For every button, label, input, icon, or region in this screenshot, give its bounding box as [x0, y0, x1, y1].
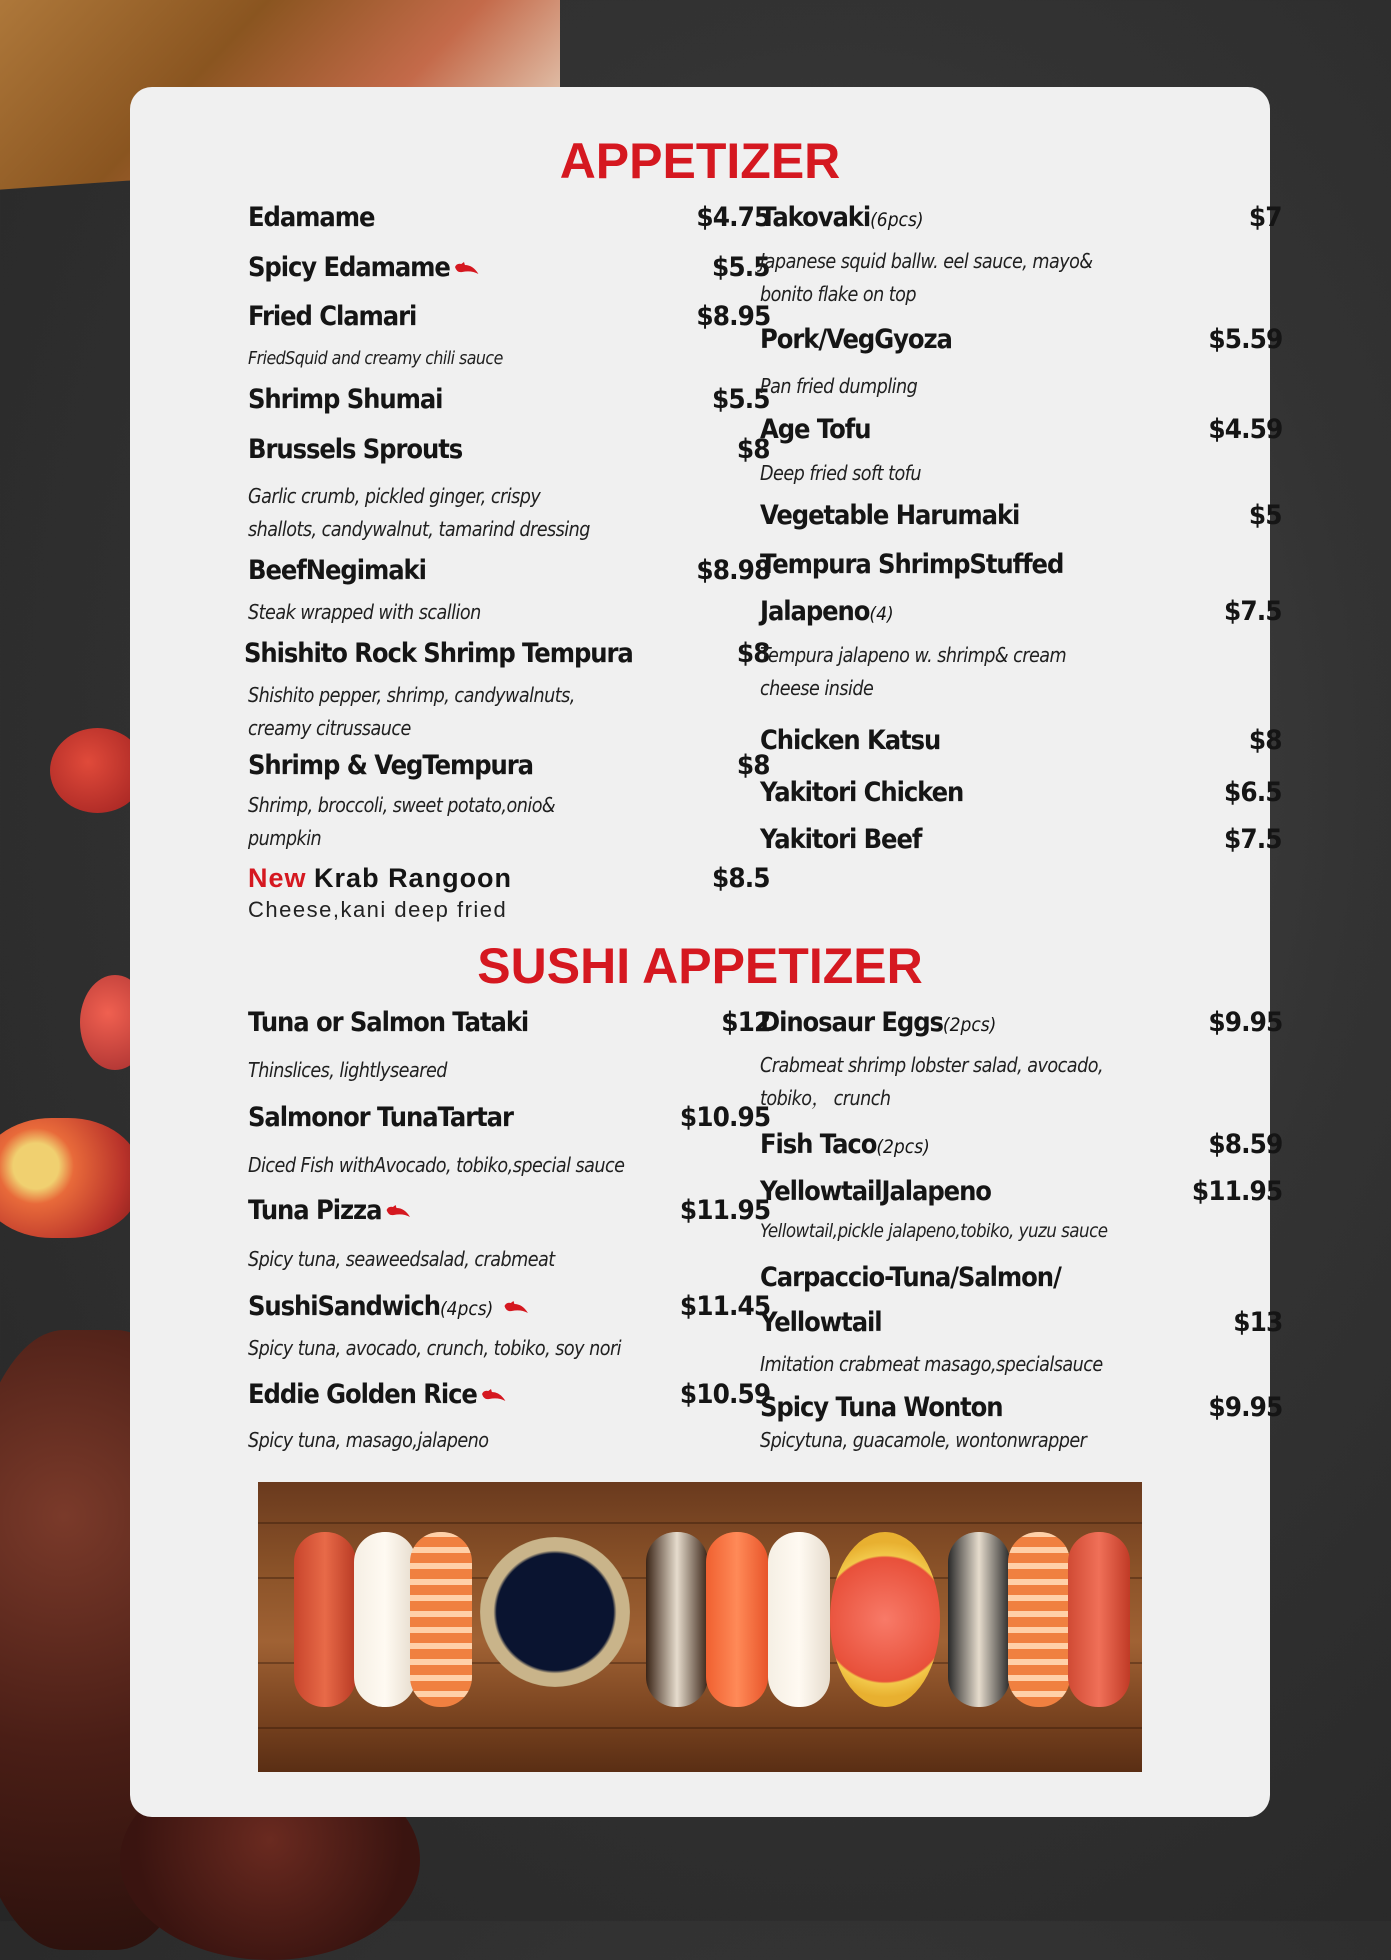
menu-item — [248, 555, 770, 597]
item-price: $8.95 — [696, 301, 770, 332]
chili-pepper-icon — [453, 261, 480, 276]
item-name: Salmonor TunaTartar — [248, 1102, 513, 1133]
item-price: $7 — [1249, 202, 1282, 233]
sushi-platter-photo — [258, 1482, 1142, 1772]
item-name: Pork/VegGyoza — [760, 324, 952, 355]
item-description: Shrimp, broccoli, sweet potato,onio& — [248, 793, 556, 817]
item-name: Yakitori Chicken — [760, 777, 964, 808]
item-price: $5.59 — [1208, 324, 1282, 355]
menu-item — [760, 725, 1282, 767]
item-name: Carpaccio-Tuna/Salmon/ — [760, 1262, 1061, 1293]
item-name: Eddie Golden Rice — [248, 1379, 477, 1410]
item-description: Steak wrapped with scallion — [248, 600, 481, 624]
menu-item — [760, 1007, 1282, 1049]
menu-item — [248, 1379, 770, 1421]
item-name: Spicy Tuna Wonton — [760, 1392, 1003, 1423]
menu-item — [760, 1262, 1282, 1304]
item-name: Yellowtail — [760, 1307, 882, 1338]
item-name: Chicken Katsu — [760, 725, 941, 756]
chili-pepper-icon — [480, 1388, 507, 1403]
item-price: $7.5 — [1224, 824, 1282, 855]
new-badge: New — [248, 863, 307, 893]
item-name: Dinosaur Eggs — [760, 1007, 943, 1038]
item-price: $8 — [737, 434, 770, 465]
item-name: Krab Rangoon — [314, 863, 513, 893]
menu-item — [248, 384, 770, 426]
item-price: $8.98 — [696, 555, 770, 586]
menu-item — [248, 1195, 770, 1237]
item-name: Tuna Pizza — [248, 1195, 382, 1226]
menu-item — [760, 596, 1282, 638]
menu-item — [760, 1129, 1282, 1171]
menu-item — [248, 1291, 770, 1333]
item-name: Tempura ShrimpStuffed — [760, 549, 1064, 580]
item-price: $6.5 — [1224, 777, 1282, 808]
menu-item — [760, 414, 1282, 456]
item-price: $13 — [1232, 1307, 1282, 1338]
item-price: $9.95 — [1208, 1007, 1282, 1038]
item-price: $4.59 — [1208, 414, 1282, 445]
item-description: Garlic crumb, pickled ginger, crispy — [248, 484, 541, 508]
item-name: Shishito Rock Shrimp Tempura — [244, 638, 633, 669]
item-name: Spicy Edamame — [248, 252, 450, 283]
item-price: $8 — [737, 638, 770, 669]
item-description: Imitation crabmeat masago,specialsauce — [760, 1352, 1103, 1376]
item-name: Age Tofu — [760, 414, 871, 445]
item-description: Pan fried dumpling — [760, 374, 918, 398]
item-description: Spicy tuna, masago,jalapeno — [248, 1428, 489, 1452]
menu-item — [760, 824, 1282, 866]
item-name: Shrimp Shumai — [248, 384, 443, 415]
item-description: shallots, candywalnut, tamarind dressing — [248, 517, 590, 541]
item-name: SushiSandwich — [248, 1291, 440, 1322]
item-price: $11.95 — [679, 1195, 770, 1226]
item-description: Crabmeat shrimp lobster salad, avocado, — [760, 1053, 1104, 1077]
item-price: $4.75 — [696, 202, 770, 233]
item-name: Shrimp & VegTempura — [248, 750, 534, 781]
menu-item — [760, 500, 1282, 542]
item-name: Vegetable Harumaki — [760, 500, 1020, 531]
menu-item — [760, 549, 1282, 591]
item-description: Deep fried soft tofu — [760, 461, 921, 485]
nigiri-photo — [0, 1118, 140, 1238]
item-name: Fried Clamari — [248, 301, 417, 332]
item-description: FriedSquid and creamy chili sauce — [248, 348, 503, 369]
menu-item — [248, 750, 770, 792]
menu-item — [244, 638, 770, 680]
item-description: Shishito pepper, shrimp, candywalnuts, — [248, 683, 575, 707]
menu-item — [248, 202, 770, 244]
item-description: Tempura jalapeno w. shrimp& cream — [760, 643, 1067, 667]
item-name: Brussels Sprouts — [248, 434, 463, 465]
item-price: $10.59 — [679, 1379, 770, 1410]
item-price: $11.45 — [679, 1291, 770, 1322]
item-name: Jalapeno — [760, 596, 870, 627]
item-price: $8.5 — [712, 863, 770, 894]
item-price: $7.5 — [1224, 596, 1282, 627]
item-quantity: (4) — [869, 603, 894, 625]
item-name: Tuna or Salmon Tataki — [248, 1007, 529, 1038]
item-price: $10.95 — [679, 1102, 770, 1133]
sushi-appetizer-title: SUSHI APPETIZER — [477, 938, 923, 994]
item-quantity: (2pcs) — [876, 1136, 930, 1158]
chili-pepper-icon — [502, 1300, 529, 1315]
item-name: BeefNegimaki — [248, 555, 426, 586]
item-description: Diced Fish withAvocado, tobiko,special sauce — [248, 1153, 625, 1177]
menu-item — [248, 301, 770, 343]
item-description: pumpkin — [248, 826, 322, 850]
item-description: Spicytuna, guacamole, wontonwrapper — [760, 1428, 1087, 1452]
item-quantity: (2pcs) — [942, 1014, 997, 1036]
item-description: Yellowtail,pickle jalapeno,tobiko, yuzu sauce — [760, 1220, 1108, 1242]
item-price: $5.5 — [712, 252, 770, 283]
item-price: $8 — [1249, 725, 1282, 756]
item-description: Thinslices, lightlyseared — [248, 1058, 447, 1082]
item-price: $11.95 — [1191, 1176, 1282, 1207]
menu-item — [248, 434, 770, 476]
item-description: Spicy tuna, avocado, crunch, tobiko, soy nori — [248, 1336, 622, 1360]
item-name: YellowtailJalapeno — [760, 1176, 991, 1207]
menu-item — [248, 1007, 770, 1049]
item-description: Spicy tuna, seaweedsalad, crabmeat — [248, 1247, 555, 1271]
item-price: $5.5 — [712, 384, 770, 415]
item-quantity: (6pcs) — [870, 209, 924, 231]
menu-item — [760, 777, 1282, 819]
item-description: Cheese,kani deep fried — [248, 897, 508, 922]
menu-item — [760, 1307, 1282, 1349]
item-name: Edamame — [248, 202, 375, 233]
item-name: Yakitori Beef — [760, 824, 922, 855]
menu-item — [760, 1176, 1282, 1218]
item-price: $9.95 — [1208, 1392, 1282, 1423]
item-description: Japanese squid ballw. eel sauce, mayo& — [760, 249, 1093, 273]
menu-item — [760, 324, 1282, 366]
item-description: creamy citrussauce — [248, 716, 411, 740]
item-price: $12 — [720, 1007, 770, 1038]
item-description: bonito flake on top — [760, 282, 917, 306]
item-description: cheese inside — [760, 676, 874, 700]
item-price: $8.59 — [1208, 1129, 1282, 1160]
chili-pepper-icon — [385, 1204, 412, 1219]
item-quantity: (4pcs) — [439, 1298, 494, 1320]
item-description: tobiko， crunch — [760, 1086, 891, 1110]
menu-item — [760, 202, 1282, 244]
item-price: $8 — [737, 750, 770, 781]
appetizer-title: APPETIZER — [559, 133, 841, 189]
item-price: $5 — [1249, 500, 1282, 531]
menu-item — [248, 1102, 770, 1144]
item-name: Fish Taco — [760, 1129, 877, 1160]
menu-item — [248, 252, 770, 294]
item-name: Takovaki — [760, 202, 871, 233]
